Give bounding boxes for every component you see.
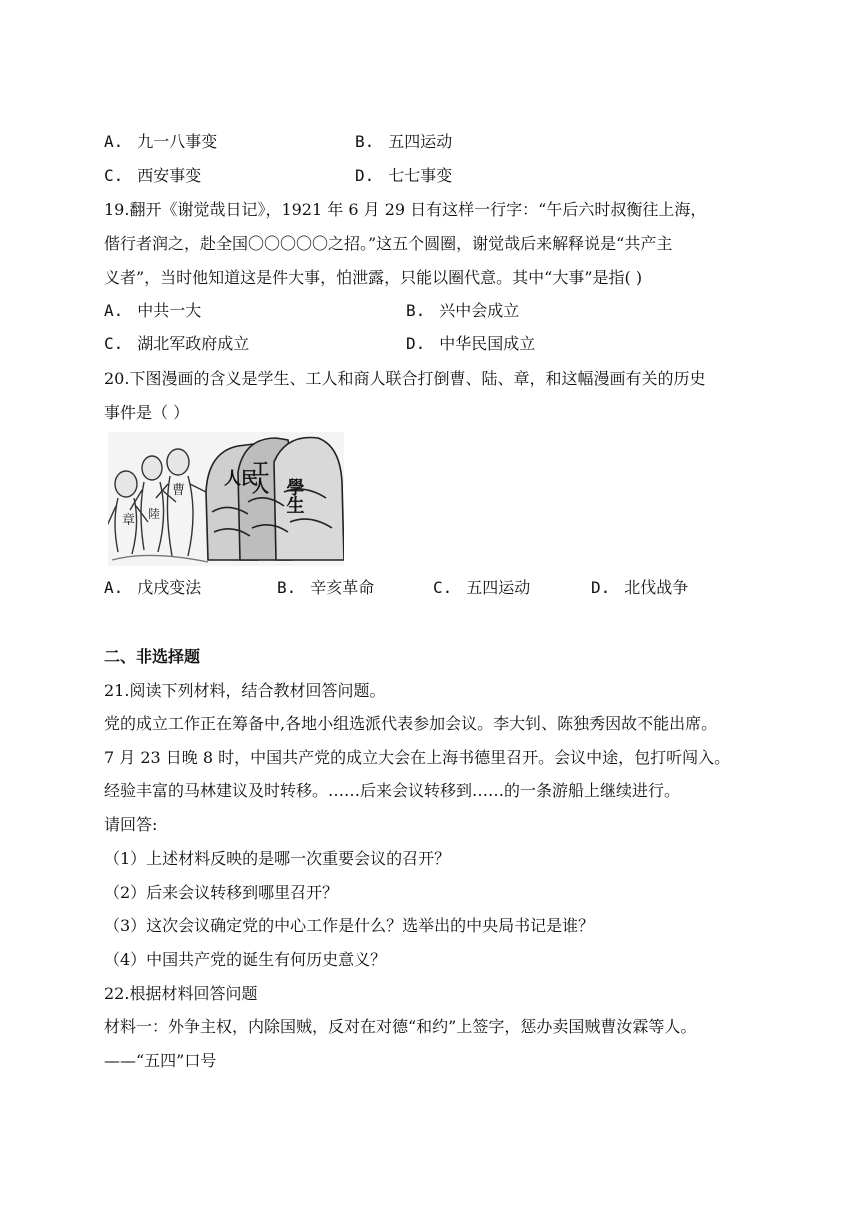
q21-subquestion-4: （4）中国共产党的诞生有何历史意义？ — [104, 950, 387, 969]
q21-subquestion-3: （3）这次会议确定党的中心工作是什么？选举出的中央局书记是谁？ — [104, 916, 595, 935]
option-text: 中华民国成立 — [439, 334, 536, 353]
q22-line-3: ——“五四”口号 — [104, 1051, 217, 1070]
q19-line-3: 义者”，当时他知道这是件大事，怕泄露，只能以圈代意。其中“大事”是指( ) — [104, 268, 643, 287]
comic-label-cao: 曹 — [172, 483, 186, 498]
option-text: 辛亥革命 — [310, 578, 375, 597]
q20-option-d — [591, 577, 688, 599]
option-text: 五四运动 — [466, 578, 531, 597]
q19-option-a — [104, 300, 201, 322]
option-letter: D. — [355, 166, 375, 185]
q22-line-1: 22.根据材料回答问题 — [104, 984, 258, 1003]
q20-option-a — [104, 577, 201, 599]
q21-line-5: 请回答: — [104, 815, 158, 834]
option-text: 北伐战争 — [624, 578, 689, 597]
may-fourth-cartoon — [108, 432, 344, 566]
comic-label-xuesheng: 學生 — [283, 478, 305, 514]
q21-line-3: 7 月 23 日晚 8 时，中国共产党的成立大会在上海书德里召开。会议中途，包打听闯入。 — [104, 748, 731, 767]
q20-line-1: 20.下图漫画的含义是学生、工人和商人联合打倒曹、陆、章，和这幅漫画有关的历史 — [104, 369, 706, 388]
comic-label-zhang: 章 — [122, 513, 136, 528]
option-letter: D. — [406, 334, 426, 353]
q20-option-c — [433, 577, 530, 599]
q19-line-2: 偕行者润之，赴全国〇〇〇〇〇之招。”这五个圆圈，谢觉哉后来解释说是“共产主 — [104, 234, 673, 253]
q19-option-b — [406, 300, 519, 322]
option-text: 兴中会成立 — [439, 301, 520, 320]
q19-line-1: 19.翻开《谢觉哉日记》，1921 年 6 月 29 日有这样一行字：“午后六时叔衡往上海， — [104, 200, 707, 219]
q19-option-c — [104, 333, 249, 355]
option-letter: C. — [433, 578, 453, 597]
section-heading: 二、非选择题 — [104, 647, 201, 666]
q19-option-d — [406, 333, 535, 355]
q21-line-4: 经验丰富的马林建议及时转移。……后来会议转移到……的一条游船上继续进行。 — [104, 781, 681, 800]
option-text: 中共一大 — [137, 301, 202, 320]
option-letter: C. — [104, 334, 124, 353]
option-letter: B. — [277, 578, 297, 597]
option-text: 戊戌变法 — [137, 578, 202, 597]
q20-line-2: 事件是（ ） — [104, 403, 190, 422]
option-text: 九一八事变 — [137, 132, 218, 151]
q18-option-a — [104, 131, 217, 153]
q21-line-2: 党的成立工作正在筹备中,各地小组选派代表参加会议。李大钊、陈独秀因故不能出席。 — [104, 714, 718, 733]
q21-subquestion-2: （2）后来会议转移到哪里召开？ — [104, 883, 339, 902]
option-text: 五四运动 — [388, 132, 453, 151]
option-letter: A. — [104, 301, 124, 320]
comic-label-renmin: 人民 — [224, 469, 258, 489]
option-text: 湖北军政府成立 — [137, 334, 250, 353]
option-letter: A. — [104, 132, 124, 151]
q20-option-b — [277, 577, 374, 599]
option-letter: A. — [104, 578, 124, 597]
comic-label-lu: 陸 — [148, 507, 161, 521]
q18-option-d — [355, 165, 452, 187]
q18-option-b — [355, 131, 452, 153]
q21-subquestion-1: （1）上述材料反映的是哪一次重要会议的召开？ — [104, 849, 451, 868]
option-letter: D. — [591, 578, 611, 597]
q22-line-2: 材料一：外争主权，内除国贼，反对在对德“和约”上签字，惩办卖国贼曹汝霖等人。 — [104, 1017, 697, 1036]
option-letter: B. — [406, 301, 426, 320]
q18-option-c — [104, 165, 201, 187]
option-letter: B. — [355, 132, 375, 151]
option-text: 西安事变 — [137, 166, 202, 185]
option-letter: C. — [104, 166, 124, 185]
comic-label-gongren: 工人 — [248, 460, 268, 494]
q21-line-1: 21.阅读下列材料，结合教材回答问题。 — [104, 681, 386, 700]
option-text: 七七事变 — [388, 166, 453, 185]
